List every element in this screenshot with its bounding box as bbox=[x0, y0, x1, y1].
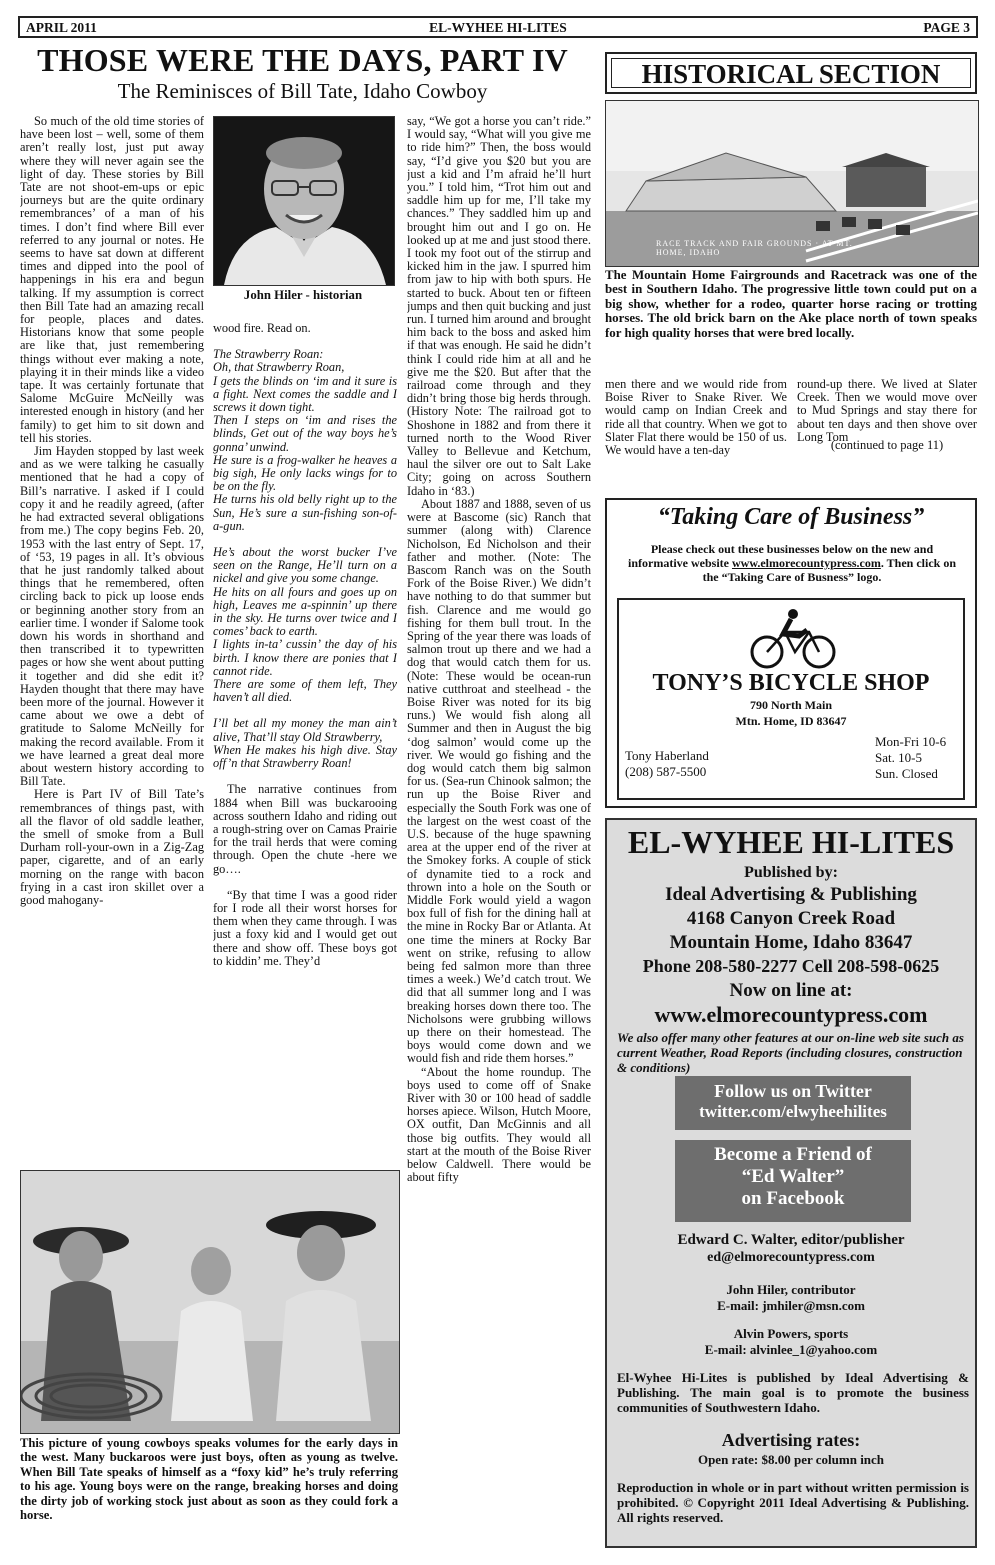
paragraph: men there and we would ride from Boise River to Snake River. We would camp on Indian Creek and ride all that country. When we got to Slater Flat there would be 150 of us. We would have a ten-day bbox=[605, 377, 787, 458]
shop-address-line2: Mtn. Home, ID 83647 bbox=[735, 714, 847, 728]
company-name: Ideal Advertising & Publishing bbox=[665, 884, 917, 905]
facebook-label: Become a Friend of bbox=[714, 1144, 872, 1165]
company-street: 4168 Canyon Creek Road bbox=[686, 908, 896, 929]
paragraph: say, “We got a horse you can’t ride.” I would say, “What will you give me to ride him?” Then, the boss would say, “I’d give you $20 but you are just a kid and I’m afraid he’ll hurt you.” I told him, “Trot him out and saddle him up for me, I’ll take my chances.” They saddled him up and brought him out and I go on. He looked up at me and just stood there. I took my foot out of the stirrup and kicked him in the jaw. I spurred him from jaw to hip with both spurs. He started to buck. About ten or fifteen jumps and then quit bucking and just run. I turned him around and brought him back to the boss and asked him if that was enough. He said he didn’t think I could ride him at all and he give me the $20. But after that the railroad come through and they didn’t bring those big herds through. (History Note: The railroad got to Shoshone in 1882 and from there it turned north to the Wood River Valley to Bellevue and Ketchum, haul the silver ore out to Salt Lake City; going on across Southern Idaho in ‘83.) bbox=[407, 115, 591, 498]
poem-line: I lights in-ta’ cussin’ the day of his birth. I know there are ponies that I cannot ride. bbox=[213, 637, 397, 678]
poem-line: I’ll bet all my money the man ain’t alive, That’ll stay Old Strawberry, bbox=[213, 716, 397, 744]
historical-heading: HISTORICAL SECTION bbox=[611, 58, 971, 88]
fairgrounds-caption: The Mountain Home Fairgrounds and Racetrack was one of the best in Southern Idaho. The progressive little town could put on a big show, whether for a rodeo, quarter horse racing or trotting horses. The old brick barn on the Ake place north of town speaks for high quality horses that were bred locally. bbox=[605, 268, 977, 340]
shop-phone: (208) 587-5500 bbox=[625, 764, 707, 779]
cowboys-image bbox=[21, 1171, 399, 1433]
business-title: “Taking Care of Business” bbox=[657, 504, 925, 530]
rates-text: Open rate: $8.00 per column inch bbox=[697, 1452, 885, 1467]
shop-name: TONY’S BICYCLE SHOP bbox=[652, 670, 930, 696]
fairgrounds-photo-label: RACE TRACK AND FAIR GROUNDS · AT MT. HOME, IDAHO bbox=[656, 239, 853, 257]
company-city: Mountain Home, Idaho 83647 bbox=[669, 932, 913, 953]
shop-address-line1: 790 North Main bbox=[750, 698, 832, 712]
article-title: THOSE WERE THE DAYS, PART IV bbox=[37, 42, 568, 78]
paragraph: wood fire. Read on. bbox=[213, 322, 311, 335]
twitter-handle: twitter.com/elwyheehilites bbox=[699, 1102, 887, 1121]
sports-name: Alvin Powers, sports bbox=[733, 1326, 849, 1341]
online-label: Now on line at: bbox=[729, 980, 853, 1001]
page-number: PAGE 3 bbox=[923, 20, 970, 35]
poem-line: When He makes his high dive. Stay off’n that Strawberry Roan! bbox=[213, 742, 397, 771]
poem-line: The Strawberry Roan: bbox=[213, 347, 324, 362]
poem-line: Oh, that Strawberry Roan, bbox=[213, 360, 345, 375]
shop-hours-saturday: Sat. 10-5 bbox=[875, 750, 922, 765]
fairgrounds-photo bbox=[605, 100, 979, 267]
shop-hours-weekday: Mon-Fri 10-6 bbox=[875, 734, 947, 749]
contributor-name: John Hiler, contributor bbox=[726, 1282, 856, 1297]
page-header bbox=[18, 16, 978, 38]
online-offer: We also offer many other features at our on-line web site such as current Weather, Road Reports (including closures, construction & conditions) bbox=[617, 1030, 964, 1075]
poem-line: I gets the blinds on ‘im and it sure is a fight. Next comes the saddle and I screws it down tight. bbox=[213, 373, 397, 415]
poem-line: He turns his old belly right up to the Sun, He’s sure a sun-fishing son-of-a-gun. bbox=[213, 492, 397, 533]
continued-note: (continued to page 11) bbox=[830, 438, 944, 452]
shop-owner: Tony Haberland bbox=[625, 748, 709, 763]
bicycle-icon bbox=[747, 606, 839, 670]
article-column-1 bbox=[20, 115, 204, 1160]
portrait-photo bbox=[213, 116, 395, 286]
portrait-caption: John Hiler - historian bbox=[243, 288, 363, 302]
article-column-2 bbox=[213, 322, 397, 1162]
paragraph: “By that time I was a good rider for I rode all their worst horses for them when they came through. I was just a foxy kid and I would get out there and show off. These boys got to kiddin’ me. They’d bbox=[213, 887, 397, 968]
portrait-image bbox=[214, 117, 394, 285]
paragraph: “About the home roundup. The boys used to come off of Snake River with 30 or 100 head of saddle horses apiece. Wilson, Hutch Moore, OX outfit, Dan McGinnis and all those big outfits. They would all start at the mouth of the Boise River below Caldwell. There would be about fifty bbox=[407, 1064, 591, 1185]
paragraph: Jim Hayden stopped by last week and as we were talking he casually mentioned that he had a copy of Bill’s narrative. I asked if I could copy it and he readily agreed, (after he had extracted several obligations from me.) The copy begins Feb. 20, 1953 with the last entry of Sept. 17, of ‘53, 19 pages in all. It’s obvious that he just randomly talked about things that he remembered, often circling back to pick up loose ends or beginning another story from an earlier time. I wonder if Salome took down his words in shorthand and then transcribed it to typewritten pages or how she went about putting it together and did she edit it? Hayden thought that there may have been more of the journal. However it came about we owe a debt of gratitude to Salome McNeilly for making the record available. From it we have learned a great deal more about western history according to Bill Tate. bbox=[20, 444, 204, 789]
twitter-label: Follow us on Twitter bbox=[714, 1081, 872, 1101]
editor-name: Edward C. Walter, editor/publisher bbox=[677, 1232, 905, 1248]
bicycle-shop-ad[interactable] bbox=[617, 598, 965, 800]
poem-line: He hits on all fours and goes up on high, Leaves me a-spinnin’ up there in the sky. He turns over twice and I comes’ back to earth. bbox=[213, 584, 397, 639]
business-box bbox=[605, 498, 977, 808]
business-intro bbox=[621, 542, 963, 584]
issue-date: APRIL 2011 bbox=[26, 20, 97, 35]
business-website-link[interactable]: www.elmorecountypress.com bbox=[731, 556, 881, 570]
paragraph: Here is Part IV of Bill Tate’s remembrances of things past, with all the flavor of old saddle leather, the smell of smoke from a Bull Durham roll-your-own in a Zig-Zag paper, cigarette, and of an early morning on the range with bacon frying in a cast iron skillet over a good mahogany- bbox=[20, 787, 204, 907]
article-subtitle: The Reminisces of Bill Tate, Idaho Cowboy bbox=[117, 79, 488, 103]
publisher-box bbox=[605, 818, 977, 1548]
publisher-website-link[interactable]: www.elmorecountypress.com bbox=[654, 1002, 928, 1027]
poem-line: He’s about the worst bucker I’ve seen on the Range, He’ll turn on a nickel and give you some change. bbox=[213, 545, 397, 586]
continuation-column-a bbox=[605, 378, 787, 457]
shop-hours-sunday: Sun. Closed bbox=[875, 766, 938, 781]
business-intro-text-end: . Then click on the “Taking Care of Busness” logo. bbox=[702, 556, 956, 584]
paragraph: So much of the old time stories of have been lost – well, some of them aren’t really lost, just put away where they will never again see the light of day. These stories by Bill Tate are not shoot-em-ups or epic journeys but are the quite ordinary remembrances’ of a man of his times. I don’t find where Bill ever referred to any journal or notes. He seems to have sat down at different times and dipped into the pool of happenings in his era and begun talking. If my assumption is correct then Bill Tate had an amazing recall for people, places and dates. Historians know that some people are like that, just remembering things without ever making a note, playing it in their minds like a video tape. It was certainly fortunate that Salome McGuire McNeilly was interested enough in history (and her family) to get him to sit down and tell his stories. bbox=[20, 115, 204, 445]
publisher-about: El-Wyhee Hi-Lites is published by Ideal Advertising & Publishing. The main goal is to promote the business communities of Southwestern Idaho. bbox=[617, 1370, 969, 1415]
paragraph: The narrative continues from 1884 when Bill was buckarooing across southern Idaho and riding out a rough-string over on Camas Prairie for the trail herds that were coming through. Open the chute -here we go…. bbox=[213, 782, 397, 876]
copyright-notice: Reproduction in whole or in part without written permission is prohibited. © Copyright 2011 Ideal Advertising & Publishing. All rights reserved. bbox=[617, 1480, 969, 1525]
published-by-label: Published by: bbox=[744, 864, 838, 881]
facebook-name: “Ed Walter” bbox=[741, 1166, 845, 1187]
poem-line: Then I steps on ‘im and rises the blinds, Get out of the way boys he’s gonna’ unwind. bbox=[213, 413, 397, 454]
facebook-suffix: on Facebook bbox=[741, 1188, 845, 1209]
continuation-column-b bbox=[797, 378, 977, 444]
sports-email[interactable]: E-mail: alvinlee_1@yahoo.com bbox=[704, 1342, 878, 1357]
twitter-button[interactable] bbox=[675, 1076, 911, 1130]
rates-title: Advertising rates: bbox=[721, 1430, 861, 1450]
paper-name: EL-WYHEE HI-LITES bbox=[429, 20, 567, 35]
facebook-button[interactable] bbox=[675, 1140, 911, 1222]
paragraph: About 1887 and 1888, seven of us were at Bascome (sic) Ranch that summer (along with) Clarence Nicholson, Ed Nicholson and their father and mother. (Note: The Bascom Ranch was on the South Fork of the Boise River.) We didn’t have nothing to do that summer but fish. Clarence and me would go fishing for them bull trout. In the Spring of the year there was loads of salmon trout up there and we had a dog that would catch them for us. (Note: These would be ocean-run native cutthroat and steelhead - the Boise River was noted for its big runs.) We would fish along all Summer and then in August the big ‘dog salmon’ would come up the river. We would go fishing and the dog would catch them big salmon for us. (Sea-run Chinook salmon; the run up the Boise River and especially the South Fork was one of the largest on the west coast of the U.S. because of the huge spawning area at the upper end of the river at the Smokey forks. A couple of stick of dynamite tied to a rock and thrown into a hole on the South or Middle Fork would yield a wagon box full of fish for the dining hall at the mine in Rocky Bar or Atlanta. At one time the miners at Rocky Bar went on strike, refusing to allow being fed salmon more than three times a week.) We’d catch trout. We did that all summer long and I was breaking horses down there too. The Nicholsons were grubbing willows up there on their homestead. The boys would come down and we would fish and ride them horses.” bbox=[407, 496, 591, 1066]
editor-email[interactable]: ed@elmorecountypress.com bbox=[707, 1250, 875, 1265]
business-intro-text: Please check out these businesses below on the new and informative website bbox=[628, 542, 934, 570]
cowboys-caption: This picture of young cowboys speaks volumes for the early days in the west. Many buckaroos were just boys, often as young as twelve. When Bill Tate speaks of himself as a “foxy kid” he’s truly referring to his age. Young boys were on the range, breaking horses and doing the dirty job of working stock just about as soon as they could fork a horse. bbox=[20, 1436, 398, 1523]
publisher-title: EL-WYHEE HI-LITES bbox=[627, 824, 955, 860]
company-phones: Phone 208-580-2277 Cell 208-598-0625 bbox=[642, 956, 940, 976]
paragraph: round-up there. We lived at Slater Creek. Then we would move over to Mud Springs and stay there for about ten days and then shove over Long Tom bbox=[797, 377, 977, 444]
article-column-3 bbox=[407, 115, 591, 1560]
poem-line: He sure is a frog-walker he heaves a big sigh, He only lacks wings for to be on the fly. bbox=[213, 452, 397, 494]
poem-line: There are some of them left, They haven’t all died. bbox=[213, 677, 397, 705]
historical-heading-box bbox=[605, 52, 977, 94]
contributor-email[interactable]: E-mail: jmhiler@msn.com bbox=[717, 1298, 865, 1313]
cowboys-photo bbox=[20, 1170, 400, 1434]
